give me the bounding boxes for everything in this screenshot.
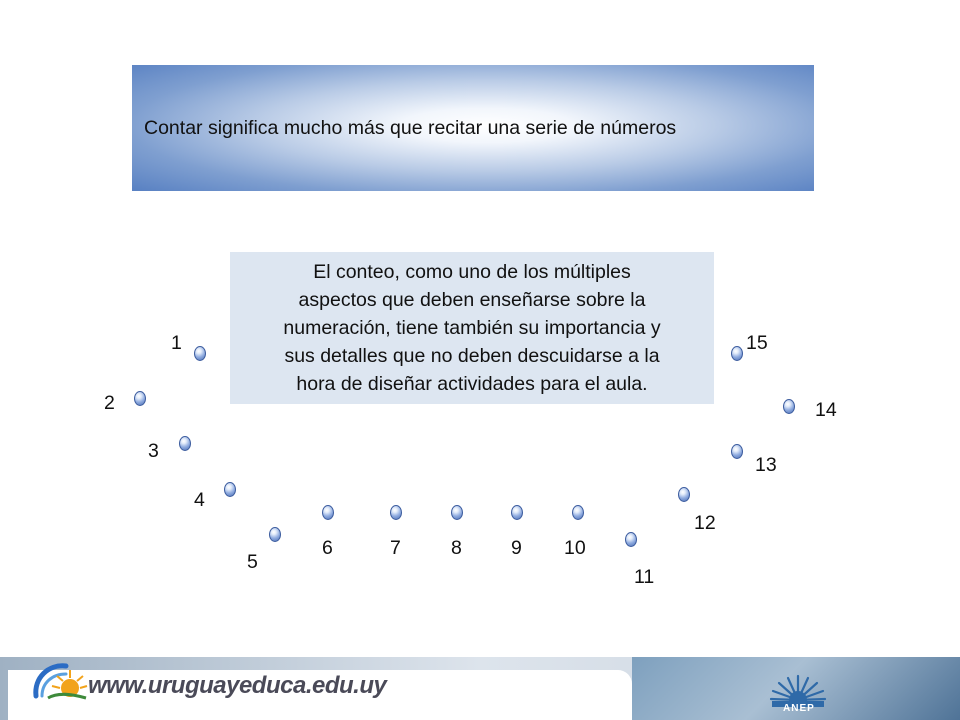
slide-title: Contar significa mucho más que recitar una serie de números bbox=[144, 116, 677, 139]
count-number-10: 10 bbox=[564, 537, 586, 559]
uruguayeduca-logo-icon bbox=[30, 656, 90, 706]
count-number-7: 7 bbox=[390, 537, 401, 559]
description-text bbox=[277, 258, 666, 398]
count-number-13: 13 bbox=[755, 454, 777, 476]
count-dot-6 bbox=[322, 505, 334, 520]
count-dot-7 bbox=[390, 505, 402, 520]
count-number-12: 12 bbox=[694, 512, 716, 534]
count-dot-12 bbox=[678, 487, 690, 502]
count-dot-10 bbox=[572, 505, 584, 520]
count-number-4: 4 bbox=[194, 489, 205, 511]
count-dot-15 bbox=[731, 346, 743, 361]
count-dot-8 bbox=[451, 505, 463, 520]
count-dot-5 bbox=[269, 527, 281, 542]
count-number-11: 11 bbox=[634, 566, 655, 588]
count-dot-13 bbox=[731, 444, 743, 459]
count-dot-4 bbox=[224, 482, 236, 497]
count-number-5: 5 bbox=[247, 551, 258, 573]
count-dot-1 bbox=[194, 346, 206, 361]
count-dot-3 bbox=[179, 436, 191, 451]
description-line: hora de diseñar actividades para el aula. bbox=[296, 373, 648, 395]
description-line: numeración, tiene también su importancia y bbox=[283, 317, 661, 339]
count-number-9: 9 bbox=[511, 537, 522, 559]
count-dot-14 bbox=[783, 399, 795, 414]
count-number-14: 14 bbox=[815, 399, 837, 421]
count-dot-9 bbox=[511, 505, 523, 520]
anep-label: ANEP bbox=[783, 703, 815, 714]
count-dot-2 bbox=[134, 391, 146, 406]
description-line: aspectos que deben enseñarse sobre la bbox=[298, 289, 646, 311]
website-url[interactable]: www.uruguayeduca.edu.uy bbox=[88, 672, 387, 699]
count-number-3: 3 bbox=[148, 440, 159, 462]
count-number-2: 2 bbox=[104, 392, 115, 414]
count-dot-11 bbox=[625, 532, 637, 547]
count-number-8: 8 bbox=[451, 537, 462, 559]
description-box bbox=[230, 252, 714, 404]
description-line: sus detalles que no deben descuidarse a la bbox=[284, 345, 660, 367]
description-line: El conteo, como uno de los múltiples bbox=[313, 261, 631, 283]
title-banner bbox=[132, 65, 814, 191]
count-number-15: 15 bbox=[746, 332, 768, 354]
count-number-6: 6 bbox=[322, 537, 333, 559]
count-number-1: 1 bbox=[171, 332, 182, 354]
